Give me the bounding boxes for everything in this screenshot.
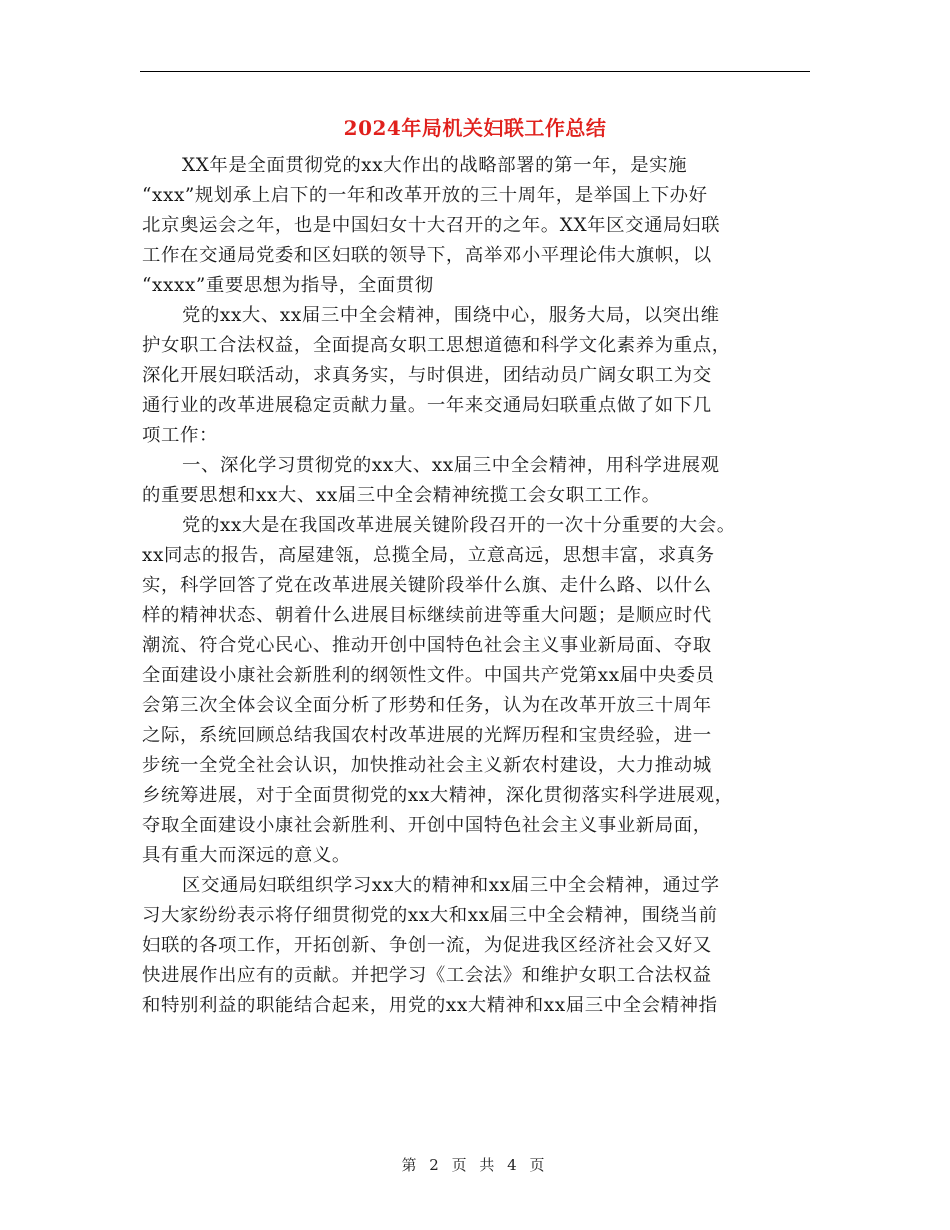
body-line: 和特别利益的职能结合起来，用党的xx大精神和xx届三中全会精神指 — [142, 995, 718, 1016]
header-rule — [140, 71, 810, 72]
body-line: 会第三次全体会议全面分析了形势和任务，认为在改革开放三十周年 — [142, 695, 712, 716]
section-heading-line: 的重要思想和xx大、xx届三中全会精神统揽工会女职工工作。 — [142, 485, 661, 506]
body-line: 通行业的改革进展稳定贡献力量。一年来交通局妇联重点做了如下几 — [142, 395, 712, 416]
body-line: 之际，系统回顾总结我国农村改革进展的光辉历程和宝贵经验，进一 — [142, 725, 712, 746]
body-line: 北京奥运会之年，也是中国妇女十大召开的之年。XX年区交通局妇联 — [142, 215, 721, 236]
body-line: 夺取全面建设小康社会新胜利、开创中国特色社会主义事业新局面， — [142, 815, 712, 836]
body-line: 护女职工合法权益，全面提高女职工思想道德和科学文化素养为重点， — [142, 335, 731, 356]
body-line: 工作在交通局党委和区妇联的领导下，高举邓小平理论伟大旗帜，以 — [142, 245, 712, 266]
body-line: 全面建设小康社会新胜利的纲领性文件。中国共产党第xx届中央委员 — [142, 665, 715, 686]
body-line: 党的xx大、xx届三中全会精神，围绕中心，服务大局，以突出维 — [182, 305, 720, 326]
body-line: XX年是全面贯彻党的xx大作出的战略部署的第一年，是实施 — [182, 155, 688, 176]
body-line: 潮流、符合党心民心、推动开创中国特色社会主义事业新局面、夺取 — [142, 635, 712, 656]
body-line: 实，科学回答了党在改革进展关键阶段举什么旗、走什么路、以什么 — [142, 575, 712, 596]
page-footer: 第 2 页 共 4 页 — [401, 1156, 549, 1174]
body-line: 乡统筹进展，对于全面贯彻党的xx大精神，深化贯彻落实科学进展观， — [142, 785, 734, 806]
body-line: 项工作： — [142, 425, 218, 446]
body-line: “xxxx”重要思想为指导，全面贯彻 — [142, 275, 434, 296]
body-line: xx同志的报告，高屋建瓴，总揽全局，立意高远，思想丰富，求真务 — [142, 545, 715, 566]
body-line: 样的精神状态、朝着什么进展目标继续前进等重大问题；是顺应时代 — [142, 605, 712, 626]
document-body — [142, 151, 822, 1021]
section-heading-line: 一、深化学习贯彻党的xx大、xx届三中全会精神，用科学进展观 — [182, 455, 720, 476]
body-line: 快进展作出应有的贡献。并把学习《工会法》和维护女职工合法权益 — [142, 965, 712, 986]
body-line: “xxx”规划承上启下的一年和改革开放的三十周年，是举国上下办好 — [142, 185, 708, 206]
body-line: 步统一全党全社会认识，加快推动社会主义新农村建设，大力推动城 — [142, 755, 712, 776]
document-title: 2024年局机关妇联工作总结 — [343, 116, 607, 140]
body-line: 区交通局妇联组织学习xx大的精神和xx届三中全会精神，通过学 — [182, 875, 720, 896]
body-line: 党的xx大是在我国改革进展关键阶段召开的一次十分重要的大会。 — [182, 515, 736, 536]
body-line: 具有重大而深远的意义。 — [142, 845, 351, 866]
body-line: 深化开展妇联活动，求真务实，与时俱进，团结动员广阔女职工为交 — [142, 365, 712, 386]
body-line: 习大家纷纷表示将仔细贯彻党的xx大和xx届三中全会精神，围绕当前 — [142, 905, 718, 926]
body-line: 妇联的各项工作，开拓创新、争创一流，为促进我区经济社会又好又 — [142, 935, 712, 956]
